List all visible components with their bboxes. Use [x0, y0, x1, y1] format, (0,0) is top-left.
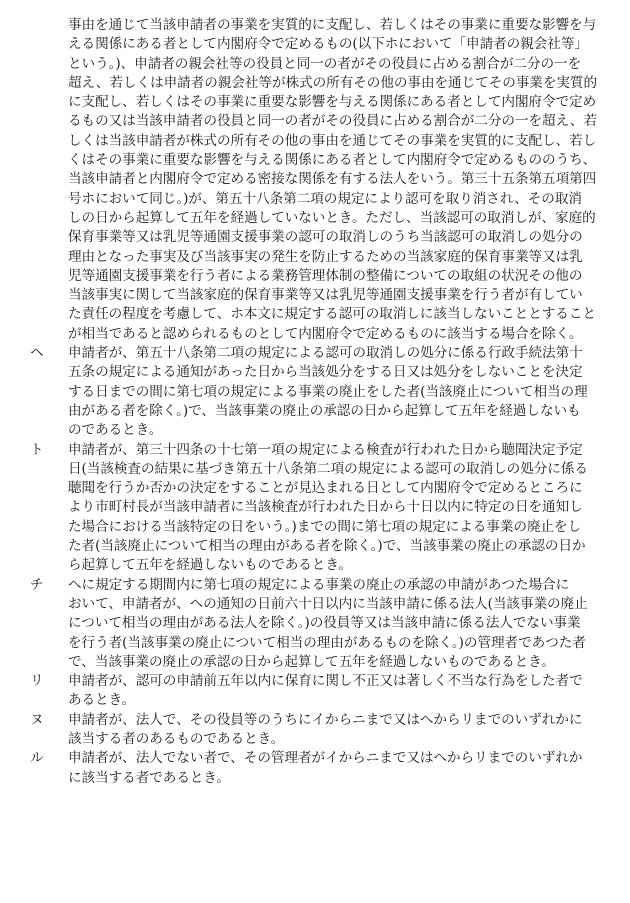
text-line: のであるとき。: [68, 422, 163, 439]
continued-paragraph: [54, 16, 598, 344]
text-line: 号ホにおいて同じ。)が、第五十八条第二項の規定により認可を取り消され、その取消: [68, 190, 582, 207]
text-line: 聴聞を行うか否かの決定をすることが見込まれる日として内閣府令で定めるところに: [68, 480, 583, 497]
text-line: に支配し、若しくはその事業に重要な影響を与える関係にある者として内閣府令で定め: [68, 94, 597, 111]
list-item-ri: [30, 672, 594, 711]
text-line: へに規定する期間内に第七項の規定による事業の廃止の承認の申請があつた場合に: [68, 576, 570, 593]
text-line: 当該事実に関して当該家庭的保育事業等又は乳児等通園支援事業を行う者が有してい: [68, 287, 583, 304]
text-line: える関係にある者として内閣府令で定めるもの(以下ホにおいて「申請者の親会社等」: [68, 36, 588, 53]
text-line: ら起算して五年を経過しないものであるとき。: [68, 557, 352, 574]
text-line: で、当該事業の廃止の承認の日から起算して五年を経過しないものであるとき。: [68, 653, 555, 670]
text-line: 超え、若しくは申請者の親会社等が株式の所有その他の事由を通じてその事業を実質的: [68, 74, 598, 91]
text-line: 申請者が、第三十四条の十七第一項の規定による検査が行われた日から聴聞決定予定: [68, 441, 583, 458]
text-line: する日までの間に第七項の規定による事業の廃止をした者(当該廃止について相当の理: [68, 383, 588, 400]
text-line: しくは当該申請者が株式の所有その他の事由を通じてその事業を実質的に支配し、若し: [68, 132, 597, 149]
list-item-to: [30, 441, 594, 576]
item-marker: チ: [30, 576, 44, 593]
text-line: 申請者が、認可の申請前五年以内に保育に関し不正又は著しく不当な行為をした者で: [68, 673, 583, 690]
text-line: おいて、申請者が、への通知の日前六十日以内に当該申請に係る法人(当該事業の廃止: [68, 595, 588, 612]
text-line: た責任の程度を考慮して、ホ本文に規定する認可の取消しに該当しないこととすること: [68, 306, 596, 323]
item-marker: ヌ: [30, 711, 44, 728]
text-line: 該当する者のあるものであるとき。: [68, 730, 285, 747]
list-item-nu: [30, 711, 594, 750]
text-line: という。)、申請者の親会社等の役員と同一の者がその役員に占める割合が二分の一を: [68, 55, 582, 72]
text-line: が相当であると認められるものとして内閣府令で定めるものに該当する場合を除く。: [68, 325, 583, 342]
text-line: 保育事業等又は乳児等通園支援事業の認可の取消しのうち当該認可の取消しの処分の: [68, 229, 583, 246]
text-line: 当該申請者と内閣府令で定める密接な関係を有する法人をいう。第三十五条第五項第四: [68, 171, 597, 188]
item-marker: リ: [30, 673, 44, 690]
list-item-ru: [30, 749, 594, 788]
list-item-he: [30, 344, 594, 440]
list-item-chi: [30, 576, 594, 672]
item-marker: ト: [30, 441, 44, 458]
text-line: 申請者が、法人でない者で、その管理者がイからニまで又はへからリまでのいずれか: [68, 750, 583, 767]
text-line: くはその事業に重要な影響を与える関係にある者として内閣府令で定めるもののうち、: [68, 152, 597, 169]
text-line: 五条の規定による通知があった日から当該処分をする日又は処分をしないことを決定: [68, 364, 583, 381]
text-line: 理由となった事実及び当該事実の発生を防止するための当該家庭的保育事業等又は乳: [68, 248, 583, 265]
item-marker: ル: [30, 750, 44, 767]
text-line: 申請者が、第五十八条第二項の規定による認可の取消しの処分に係る行政手続法第十: [68, 345, 583, 362]
text-line: を行う者(当該事業の廃止について相当の理由があるものを除く。)の管理者であつた者: [68, 634, 586, 651]
text-line: 事由を通じて当該申請者の事業を実質的に支配し、若しくはその事業に重要な影響を与: [68, 17, 597, 33]
text-line: 日(当該検査の結果に基づき第五十八条第二項の規定による認可の取消しの処分に係る: [68, 460, 588, 477]
text-line: について相当の理由がある法人を除く。)の役員等又は当該申請に係る法人でない事業: [68, 615, 581, 632]
item-marker: ヘ: [30, 345, 44, 362]
text-line: に該当する者であるとき。: [68, 769, 230, 786]
document-page: [30, 16, 598, 788]
text-line: あるとき。: [68, 692, 136, 709]
text-line: しの日から起算して五年を経過していないとき。ただし、当該認可の取消しが、家庭的: [68, 209, 596, 226]
text-line: るもの又は当該申請者の役員と同一の者がその役員に占める割合が二分の一を超え、若: [68, 113, 598, 130]
text-line: より市町村長が当該申請者に当該検査が行われた日から十日以内に特定の日を通知し: [68, 499, 583, 516]
text-line: た場合における当該特定の日をいう。)までの間に第七項の規定による事業の廃止をし: [68, 518, 582, 535]
text-line: 児等通園支援事業を行う者による業務管理体制の整備についての取組の状況その他の: [68, 267, 583, 284]
text-line: た者(当該廃止について相当の理由がある者を除く。)で、当該事業の廃止の承認の日か: [68, 538, 586, 555]
text-line: 申請者が、法人で、その役員等のうちにイからニまで又はへからリまでのいずれかに: [68, 711, 583, 728]
text-line: 由がある者を除く。)で、当該事業の廃止の承認の日から起算して五年を経過しないも: [68, 402, 581, 419]
